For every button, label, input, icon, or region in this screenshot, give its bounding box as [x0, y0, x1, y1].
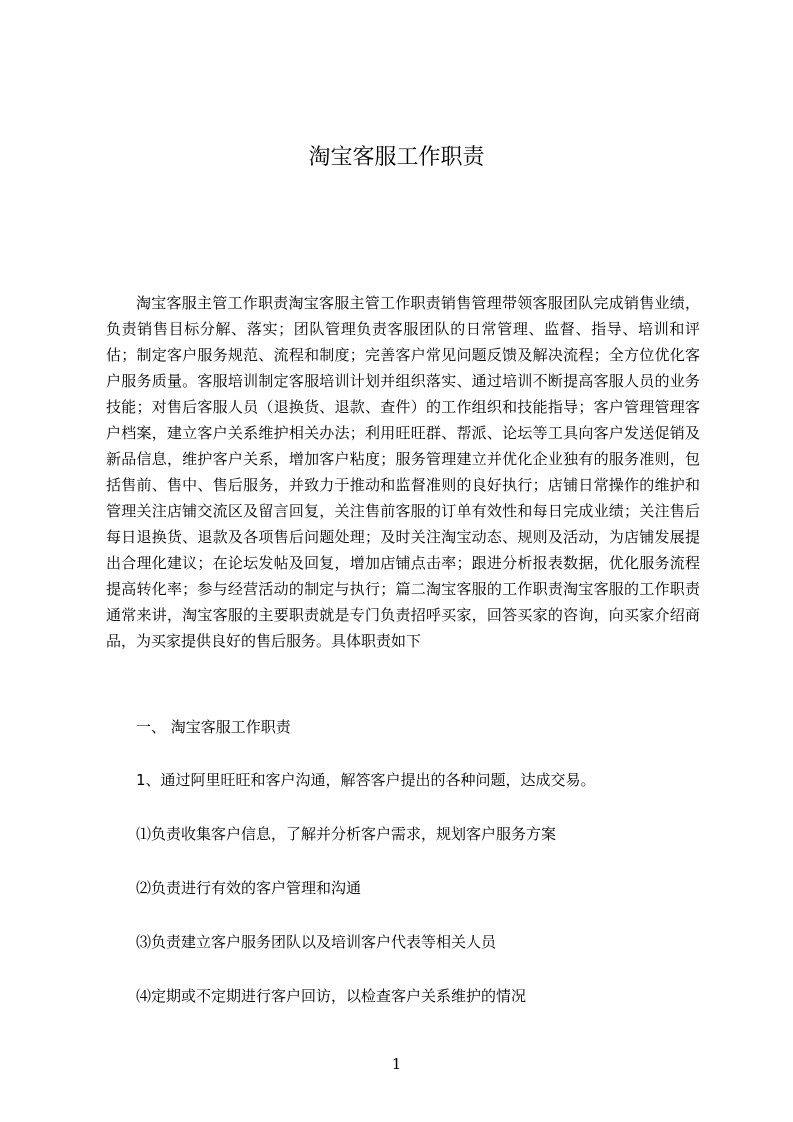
sub-list-item: ⑷定期或不定期进行客户回访，以检查客户关系维护的情况	[136, 987, 527, 1005]
document-title: 淘宝客服工作职责	[308, 145, 485, 170]
list-item: 1、通过阿里旺旺和客户沟通，解答客户提出的各种问题，达成交易。	[136, 771, 596, 789]
sub-list-item: ⑵负责进行有效的客户管理和沟通	[136, 879, 362, 897]
sub-list-item: ⑴负责收集客户信息，了解并分析客户需求，规划客户服务方案	[136, 825, 557, 843]
sub-list-item: ⑶负责建立客户服务团队以及培训客户代表等相关人员	[136, 933, 497, 951]
page-number: 1	[391, 1055, 402, 1073]
section-heading: 一、 淘宝客服工作职责	[136, 718, 291, 736]
intro-paragraph: 淘宝客服主管工作职责淘宝客服主管工作职责销售管理带领客服团队完成销售业绩，负责销售目标分解、落实；团队管理负责客服团队的日常管理、监督、指导、培训和评估；制定客户服务规范、流程和制度；完善客户常见问题反馈及解决流程；全方位优化客户服务质量。客服培训制定客服培训计划并组织落实、通过培训不断提高客服人员的业务技能；对售后客服人员（退换货、退款、查件）的工作组织和技能指导；客户管理管理客户档案，建立客户关系维护相关办法；利用旺旺群、帮派、论坛等工具向客户发送促销及新品信息，维护客户关系，增加客户粘度；服务管理建立并优化企业独有的服务准则，包括售前、售中、售后服务，并致力于推动和监督准则的良好执行；店铺日常操作的维护和管理关注店铺交流区及留言回复，关注售前客服的订单有效性和每日完成业绩；关注售后每日退换货、退款及各项售后问题处理；及时关注淘宝动态、规则及活动，为店铺发展提出合理化建议；在论坛发帖及回复，增加店铺点击率；跟进分析报表数据，优化服务流程提高转化率；参与经营活动的制定与执行；篇二淘宝客服的工作职责淘宝客服的工作职责通常来讲，淘宝客服的主要职责就是专门负责招呼买家，回答买家的咨询，向买家介绍商品，为买家提供良好的售后服务。具体职责如下	[106, 294, 700, 650]
